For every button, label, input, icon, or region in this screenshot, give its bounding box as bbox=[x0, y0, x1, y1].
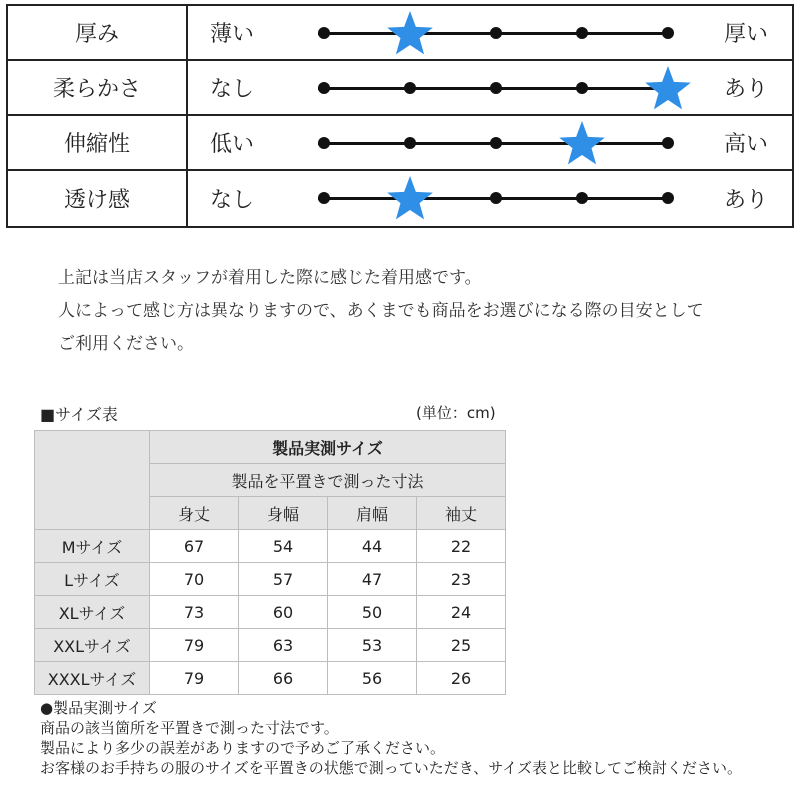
rating-star-icon bbox=[643, 63, 693, 113]
table-row bbox=[35, 662, 506, 695]
feel-label: 柔らかさ bbox=[8, 61, 188, 114]
table-cell: 79 bbox=[150, 662, 239, 695]
scale-dot bbox=[576, 27, 588, 39]
column-header: 身丈 bbox=[150, 497, 239, 530]
scale-dot bbox=[490, 27, 502, 39]
scale-dot bbox=[662, 137, 674, 149]
feel-row-thickness bbox=[8, 6, 792, 61]
footnote-heading: ●製品実測サイズ bbox=[40, 699, 157, 717]
column-header: 肩幅 bbox=[328, 497, 417, 530]
scale-dot bbox=[404, 82, 416, 94]
table-row bbox=[35, 530, 506, 563]
size-table-title: ■サイズ表 bbox=[40, 405, 118, 424]
table-cell: 60 bbox=[239, 596, 328, 629]
size-label: Lサイズ bbox=[35, 563, 150, 596]
table-cell: 44 bbox=[328, 530, 417, 563]
size-label: XXXLサイズ bbox=[35, 662, 150, 695]
table-row bbox=[35, 563, 506, 596]
scale-dot bbox=[662, 27, 674, 39]
rating-star-icon bbox=[385, 173, 435, 223]
table-cell: 67 bbox=[150, 530, 239, 563]
scale-dot bbox=[404, 137, 416, 149]
feel-table bbox=[6, 4, 794, 228]
feel-right-label: 厚い bbox=[724, 22, 769, 47]
table-cell: 70 bbox=[150, 563, 239, 596]
feel-left-label: 薄い bbox=[210, 22, 255, 47]
feel-left-label: 低い bbox=[210, 132, 255, 157]
feel-row-sheerness bbox=[8, 171, 792, 226]
scale-dot bbox=[576, 82, 588, 94]
table-cell: 22 bbox=[417, 530, 506, 563]
feel-scale bbox=[308, 61, 678, 116]
feel-left-label: なし bbox=[210, 188, 255, 213]
table-cell: 26 bbox=[417, 662, 506, 695]
table-row bbox=[35, 629, 506, 662]
feel-right-label: あり bbox=[724, 188, 769, 213]
scale-dot bbox=[576, 192, 588, 204]
fit-note bbox=[58, 262, 778, 361]
feel-row-stretch bbox=[8, 116, 792, 171]
size-table bbox=[34, 430, 506, 695]
table-cell: 50 bbox=[328, 596, 417, 629]
table-cell: 56 bbox=[328, 662, 417, 695]
feel-label: 透け感 bbox=[8, 171, 188, 226]
size-table-corner bbox=[35, 431, 150, 530]
feel-scale bbox=[308, 116, 678, 171]
size-label: XLサイズ bbox=[35, 596, 150, 629]
table-cell: 57 bbox=[239, 563, 328, 596]
table-cell: 66 bbox=[239, 662, 328, 695]
scale-dot bbox=[318, 192, 330, 204]
table-cell: 54 bbox=[239, 530, 328, 563]
scale-dot bbox=[490, 192, 502, 204]
feel-right-label: あり bbox=[724, 77, 769, 102]
feel-label: 厚み bbox=[8, 6, 188, 59]
size-table-unit: (単位：cm) bbox=[416, 404, 496, 422]
scale-dot bbox=[490, 82, 502, 94]
table-cell: 24 bbox=[417, 596, 506, 629]
scale-dot bbox=[318, 137, 330, 149]
note-line: ご利用ください。 bbox=[58, 334, 194, 354]
size-label: XXLサイズ bbox=[35, 629, 150, 662]
rating-star-icon bbox=[385, 8, 435, 58]
scale-dot bbox=[318, 27, 330, 39]
table-cell: 63 bbox=[239, 629, 328, 662]
footnote-line: 商品の該当箇所を平置きで測った寸法です。 bbox=[40, 719, 339, 737]
note-line: 上記は当店スタッフが着用した際に感じた着用感です。 bbox=[58, 268, 482, 288]
column-header: 袖丈 bbox=[417, 497, 506, 530]
column-header: 身幅 bbox=[239, 497, 328, 530]
feel-scale bbox=[308, 171, 678, 226]
scale-dot bbox=[318, 82, 330, 94]
feel-label: 伸縮性 bbox=[8, 116, 188, 169]
feel-scale bbox=[308, 6, 678, 61]
scale-dot bbox=[662, 192, 674, 204]
table-cell: 25 bbox=[417, 629, 506, 662]
scale-dot bbox=[490, 137, 502, 149]
size-table-header-sub: 製品を平置きで測った寸法 bbox=[150, 464, 506, 497]
feel-right-label: 高い bbox=[724, 132, 769, 157]
table-row bbox=[35, 596, 506, 629]
size-footnote bbox=[40, 698, 742, 778]
rating-star-icon bbox=[557, 118, 607, 168]
table-cell: 23 bbox=[417, 563, 506, 596]
table-cell: 47 bbox=[328, 563, 417, 596]
size-table-header-main: 製品実測サイズ bbox=[150, 431, 506, 464]
feel-left-label: なし bbox=[210, 77, 255, 102]
note-line: 人によって感じ方は異なりますので、あくまでも商品をお選びになる際の目安として bbox=[58, 301, 704, 321]
feel-row-softness bbox=[8, 61, 792, 116]
footnote-line: 製品により多少の誤差がありますので予めご了承ください。 bbox=[40, 739, 446, 757]
table-cell: 79 bbox=[150, 629, 239, 662]
footnote-line: お客様のお手持ちの服のサイズを平置きの状態で測っていただき、サイズ表と比較してご検討ください。 bbox=[40, 759, 743, 777]
table-cell: 53 bbox=[328, 629, 417, 662]
size-label: Mサイズ bbox=[35, 530, 150, 563]
table-cell: 73 bbox=[150, 596, 239, 629]
